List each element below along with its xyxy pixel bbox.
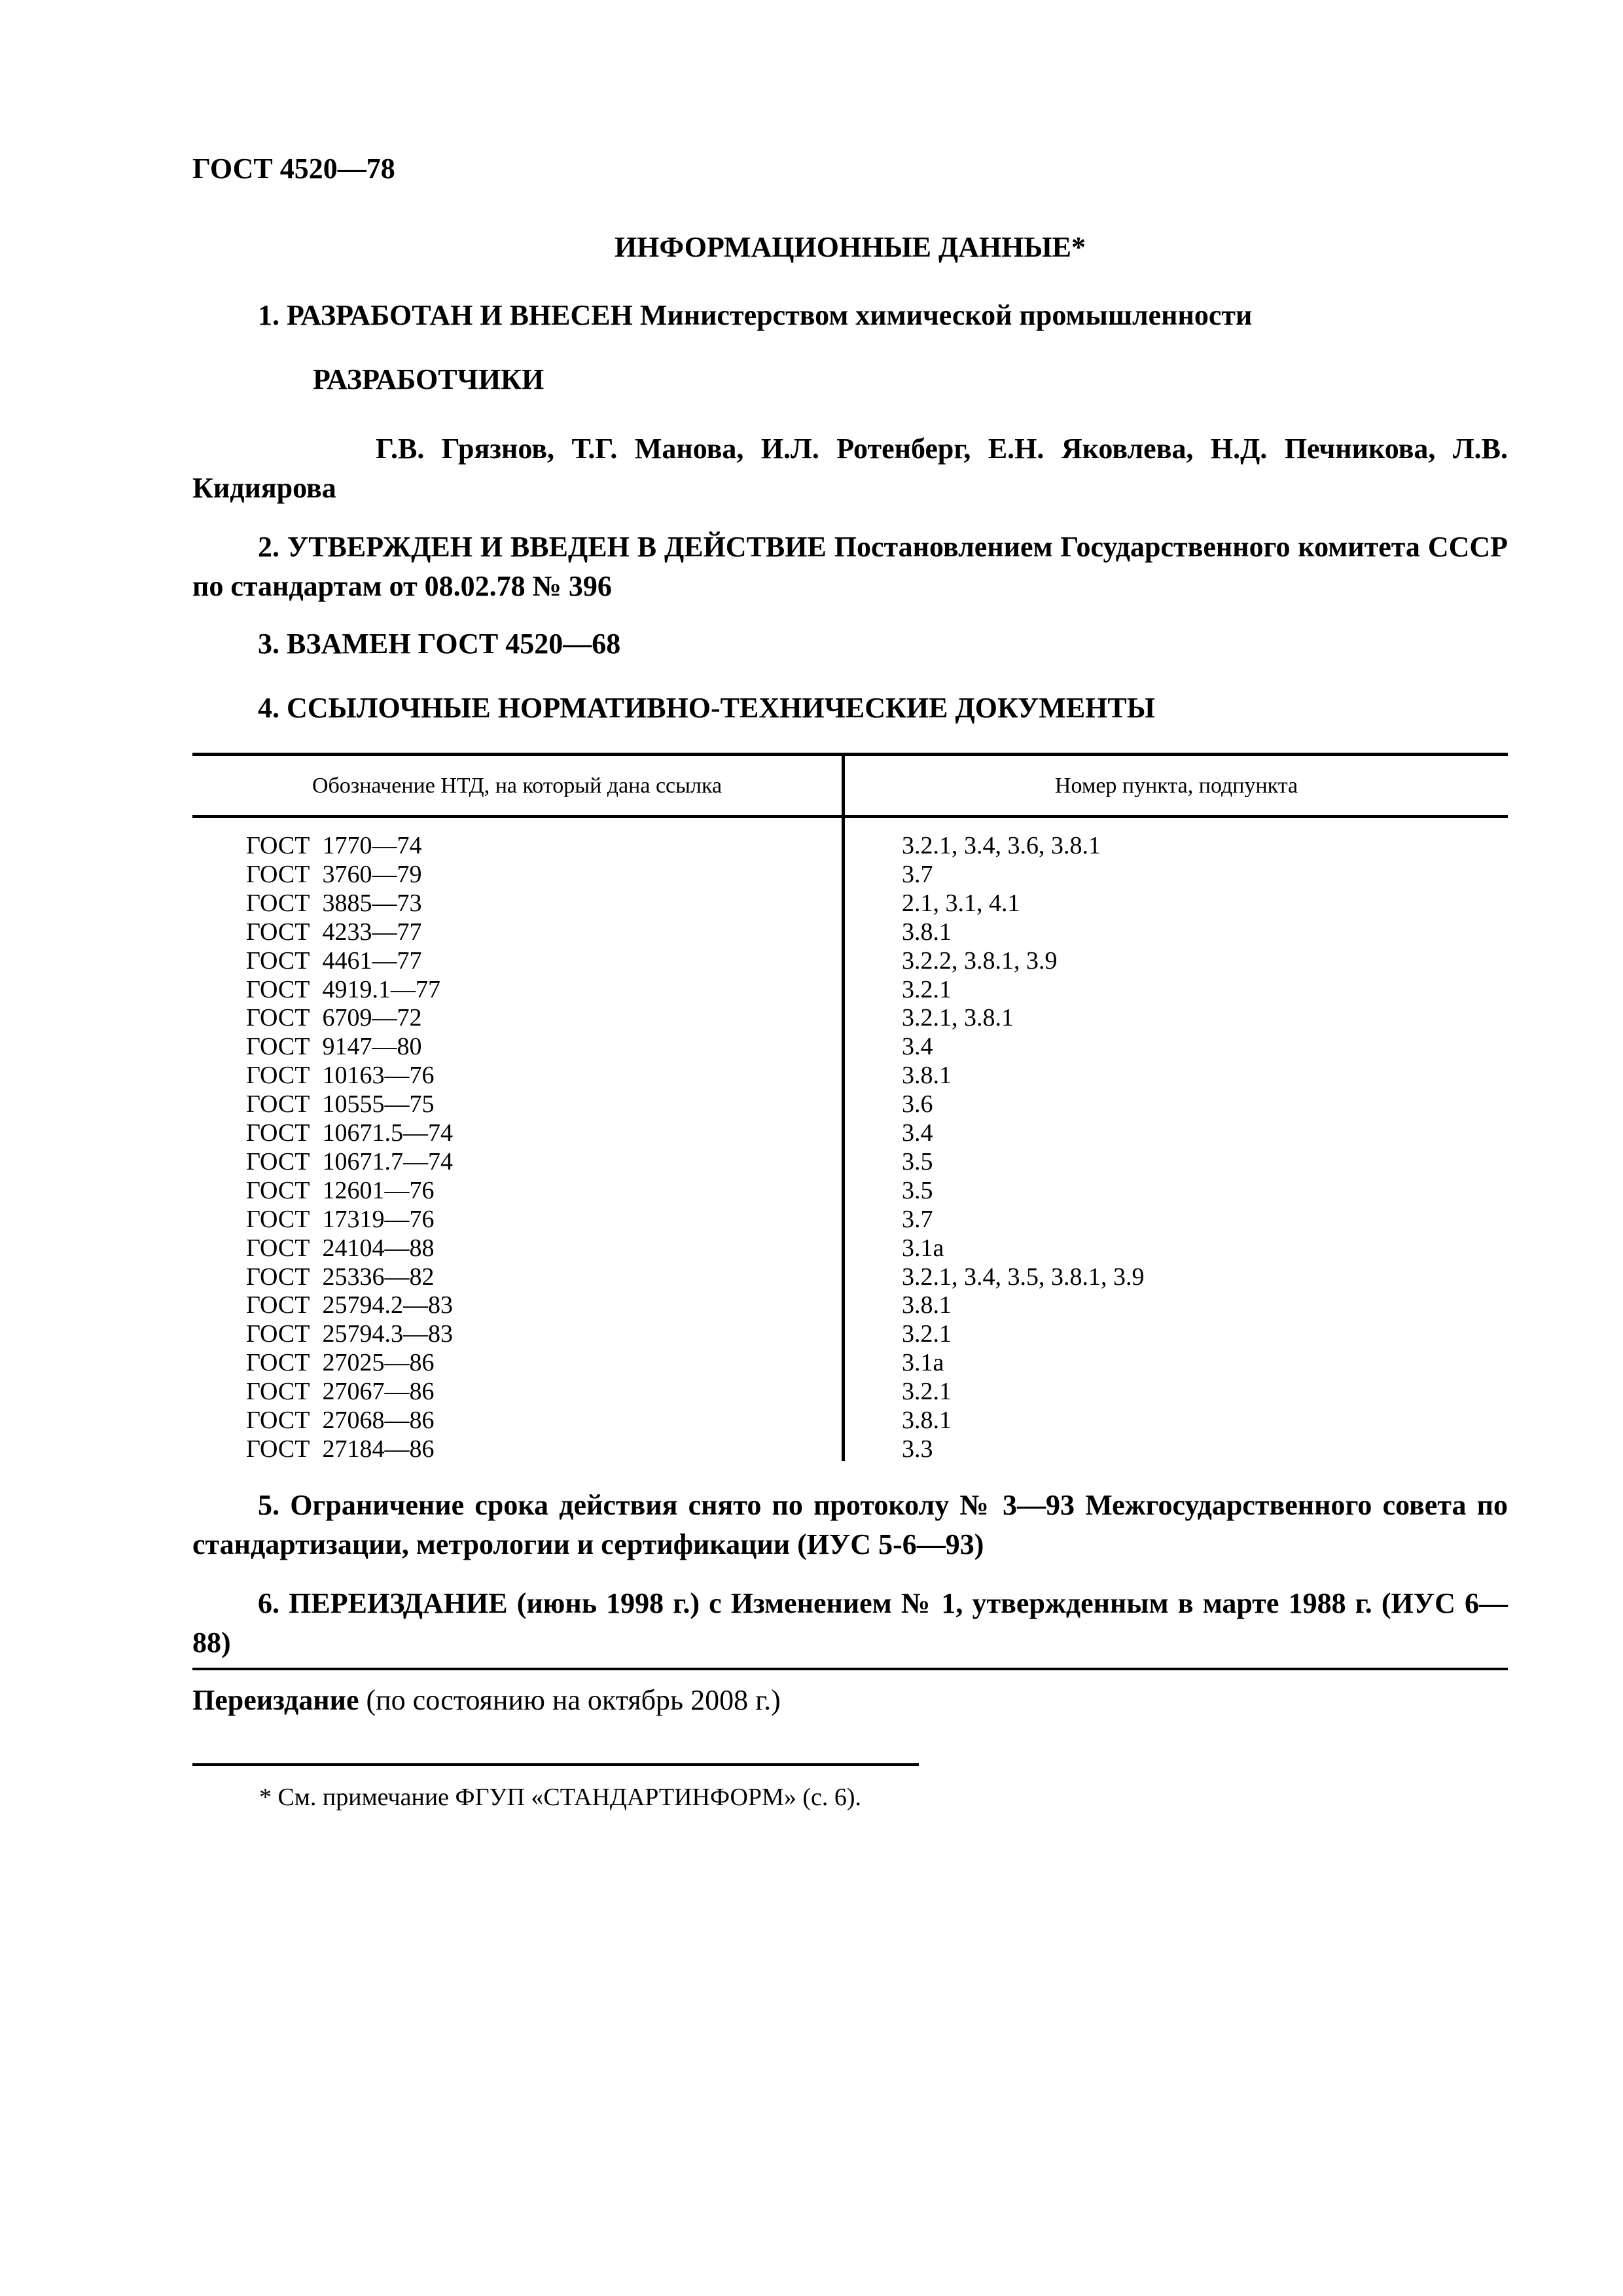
table-cell-document: ГОСТ 25336—82 [246,1263,435,1291]
table-cell-clause: 3.3 [902,1435,933,1463]
table-top-rule [192,753,1508,756]
table-cell-document: ГОСТ 10671.7—74 [246,1148,453,1175]
section-1-text: Министерством химической промышленности [639,299,1253,331]
reprint-note [192,1683,781,1717]
table-cell-document: ГОСТ 10671.5—74 [246,1119,453,1147]
table-cell-clause: 3.4 [902,1119,933,1147]
footnote: * См. примечание ФГУП «СТАНДАРТИНФОРМ» (с. 6). [259,1784,862,1811]
table-cell-document: ГОСТ 27025—86 [246,1349,435,1376]
standard-code: ГОСТ 4520—78 [192,152,395,185]
footnote-divider [192,1763,919,1766]
developers-names: Г.В. Грязнов, Т.Г. Манова, И.Л. Ротенберг, Е.Н. Яковлева, Н.Д. Печникова, Л.В. Кидиярова [192,433,1508,504]
section-2 [192,528,1508,606]
reprint-text: (по состоянию на октябрь 2008 г.) [366,1684,781,1716]
section-5-text: Ограничение срока действия снято по протоколу № 3—93 Межгосударственного совета по стандартизации, метрологии и сертификации (ИУС 5-6—93) [192,1489,1508,1560]
table-cell-clause: 3.2.1, 3.4, 3.6, 3.8.1 [902,832,1101,859]
table-cell-clause: 3.8.1 [902,1407,952,1434]
table-cell-clause: 3.1а [902,1349,944,1376]
section-4-heading: ССЫЛОЧНЫЕ НОРМАТИВНО-ТЕХНИЧЕСКИЕ ДОКУМЕНТЫ [287,692,1155,724]
table-cell-document: ГОСТ 10163—76 [246,1062,435,1089]
section-4-number: 4. [258,692,279,724]
table-cell-document: ГОСТ 24104—88 [246,1234,435,1262]
section-2-number: 2. [258,531,279,563]
table-cell-document: ГОСТ 17319—76 [246,1206,435,1233]
table-cell-clause: 3.8.1 [902,1291,952,1319]
table-cell-document: ГОСТ 25794.2—83 [246,1291,453,1319]
table-cell-document: ГОСТ 27184—86 [246,1435,435,1463]
table-cell-document: ГОСТ 3885—73 [246,889,422,917]
section-3-number: 3. [258,628,279,660]
table-cell-clause: 2.1, 3.1, 4.1 [902,889,1020,917]
table-cell-clause: 3.7 [902,1206,933,1233]
table-cell-document: ГОСТ 27067—86 [246,1378,435,1405]
table-cell-document: ГОСТ 4461—77 [246,947,422,975]
reprint-label: Переиздание [192,1684,359,1716]
table-column-divider [842,753,845,1461]
table-cell-document: ГОСТ 10555—75 [246,1090,435,1118]
section-5-number: 5. [258,1489,279,1521]
section-1-number: 1. [258,299,279,331]
table-cell-document: ГОСТ 9147—80 [246,1033,422,1060]
table-cell-clause: 3.6 [902,1090,933,1118]
section-3 [258,624,620,664]
column-header-document: Обозначение НТД, на который дана ссылка [312,774,722,798]
table-cell-clause: 3.2.1 [902,976,952,1003]
table-cell-clause: 3.5 [902,1177,933,1204]
table-cell-clause: 3.8.1 [902,1062,952,1089]
section-1-heading: РАЗРАБОТАН И ВНЕСЕН [287,299,633,331]
page-title: ИНФОРМАЦИОННЫЕ ДАННЫЕ* [614,231,1086,263]
table-cell-clause: 3.2.1, 3.8.1 [902,1004,1014,1031]
table-cell-clause: 3.2.2, 3.8.1, 3.9 [902,947,1058,975]
section-4 [258,689,1155,728]
table-cell-clause: 3.2.1, 3.4, 3.5, 3.8.1, 3.9 [902,1263,1145,1291]
table-cell-clause: 3.5 [902,1148,933,1175]
table-cell-document: ГОСТ 25794.3—83 [246,1320,453,1348]
section-divider [192,1668,1508,1670]
table-cell-document: ГОСТ 27068—86 [246,1407,435,1434]
table-cell-clause: 3.8.1 [902,918,952,946]
table-cell-clause: 3.4 [902,1033,933,1060]
section-5 [192,1486,1508,1564]
table-cell-document: ГОСТ 12601—76 [246,1177,435,1204]
table-cell-document: ГОСТ 4919.1—77 [246,976,440,1003]
table-header-rule [192,815,1508,818]
section-3-heading: ВЗАМЕН ГОСТ 4520—68 [287,628,621,660]
table-cell-clause: 3.1а [902,1234,944,1262]
table-cell-document: ГОСТ 3760—79 [246,861,422,888]
section-6 [192,1584,1508,1662]
section-6-number: 6. [258,1587,279,1619]
table-cell-clause: 3.7 [902,861,933,888]
table-cell-document: ГОСТ 1770—74 [246,832,422,859]
table-cell-clause: 3.2.1 [902,1378,952,1405]
table-cell-document: ГОСТ 4233—77 [246,918,422,946]
section-6-text: ПЕРЕИЗДАНИЕ (июнь 1998 г.) с Изменением № 1, утвержденным в марте 1988 г. (ИУС 6—88) [192,1587,1508,1659]
developers-heading: РАЗРАБОТЧИКИ [313,363,544,395]
section-1 [192,296,1508,335]
section-2-heading: УТВЕРЖДЕН И ВВЕДЕН В ДЕЙСТВИЕ [287,531,827,563]
table-cell-clause: 3.2.1 [902,1320,952,1348]
column-header-clause: Номер пункта, подпункта [1054,774,1298,798]
section-2-text: Постановлением Государственного комитета СССР по стандартам от 08.02.78 № 396 [192,531,1508,602]
table-cell-document: ГОСТ 6709—72 [246,1004,422,1031]
